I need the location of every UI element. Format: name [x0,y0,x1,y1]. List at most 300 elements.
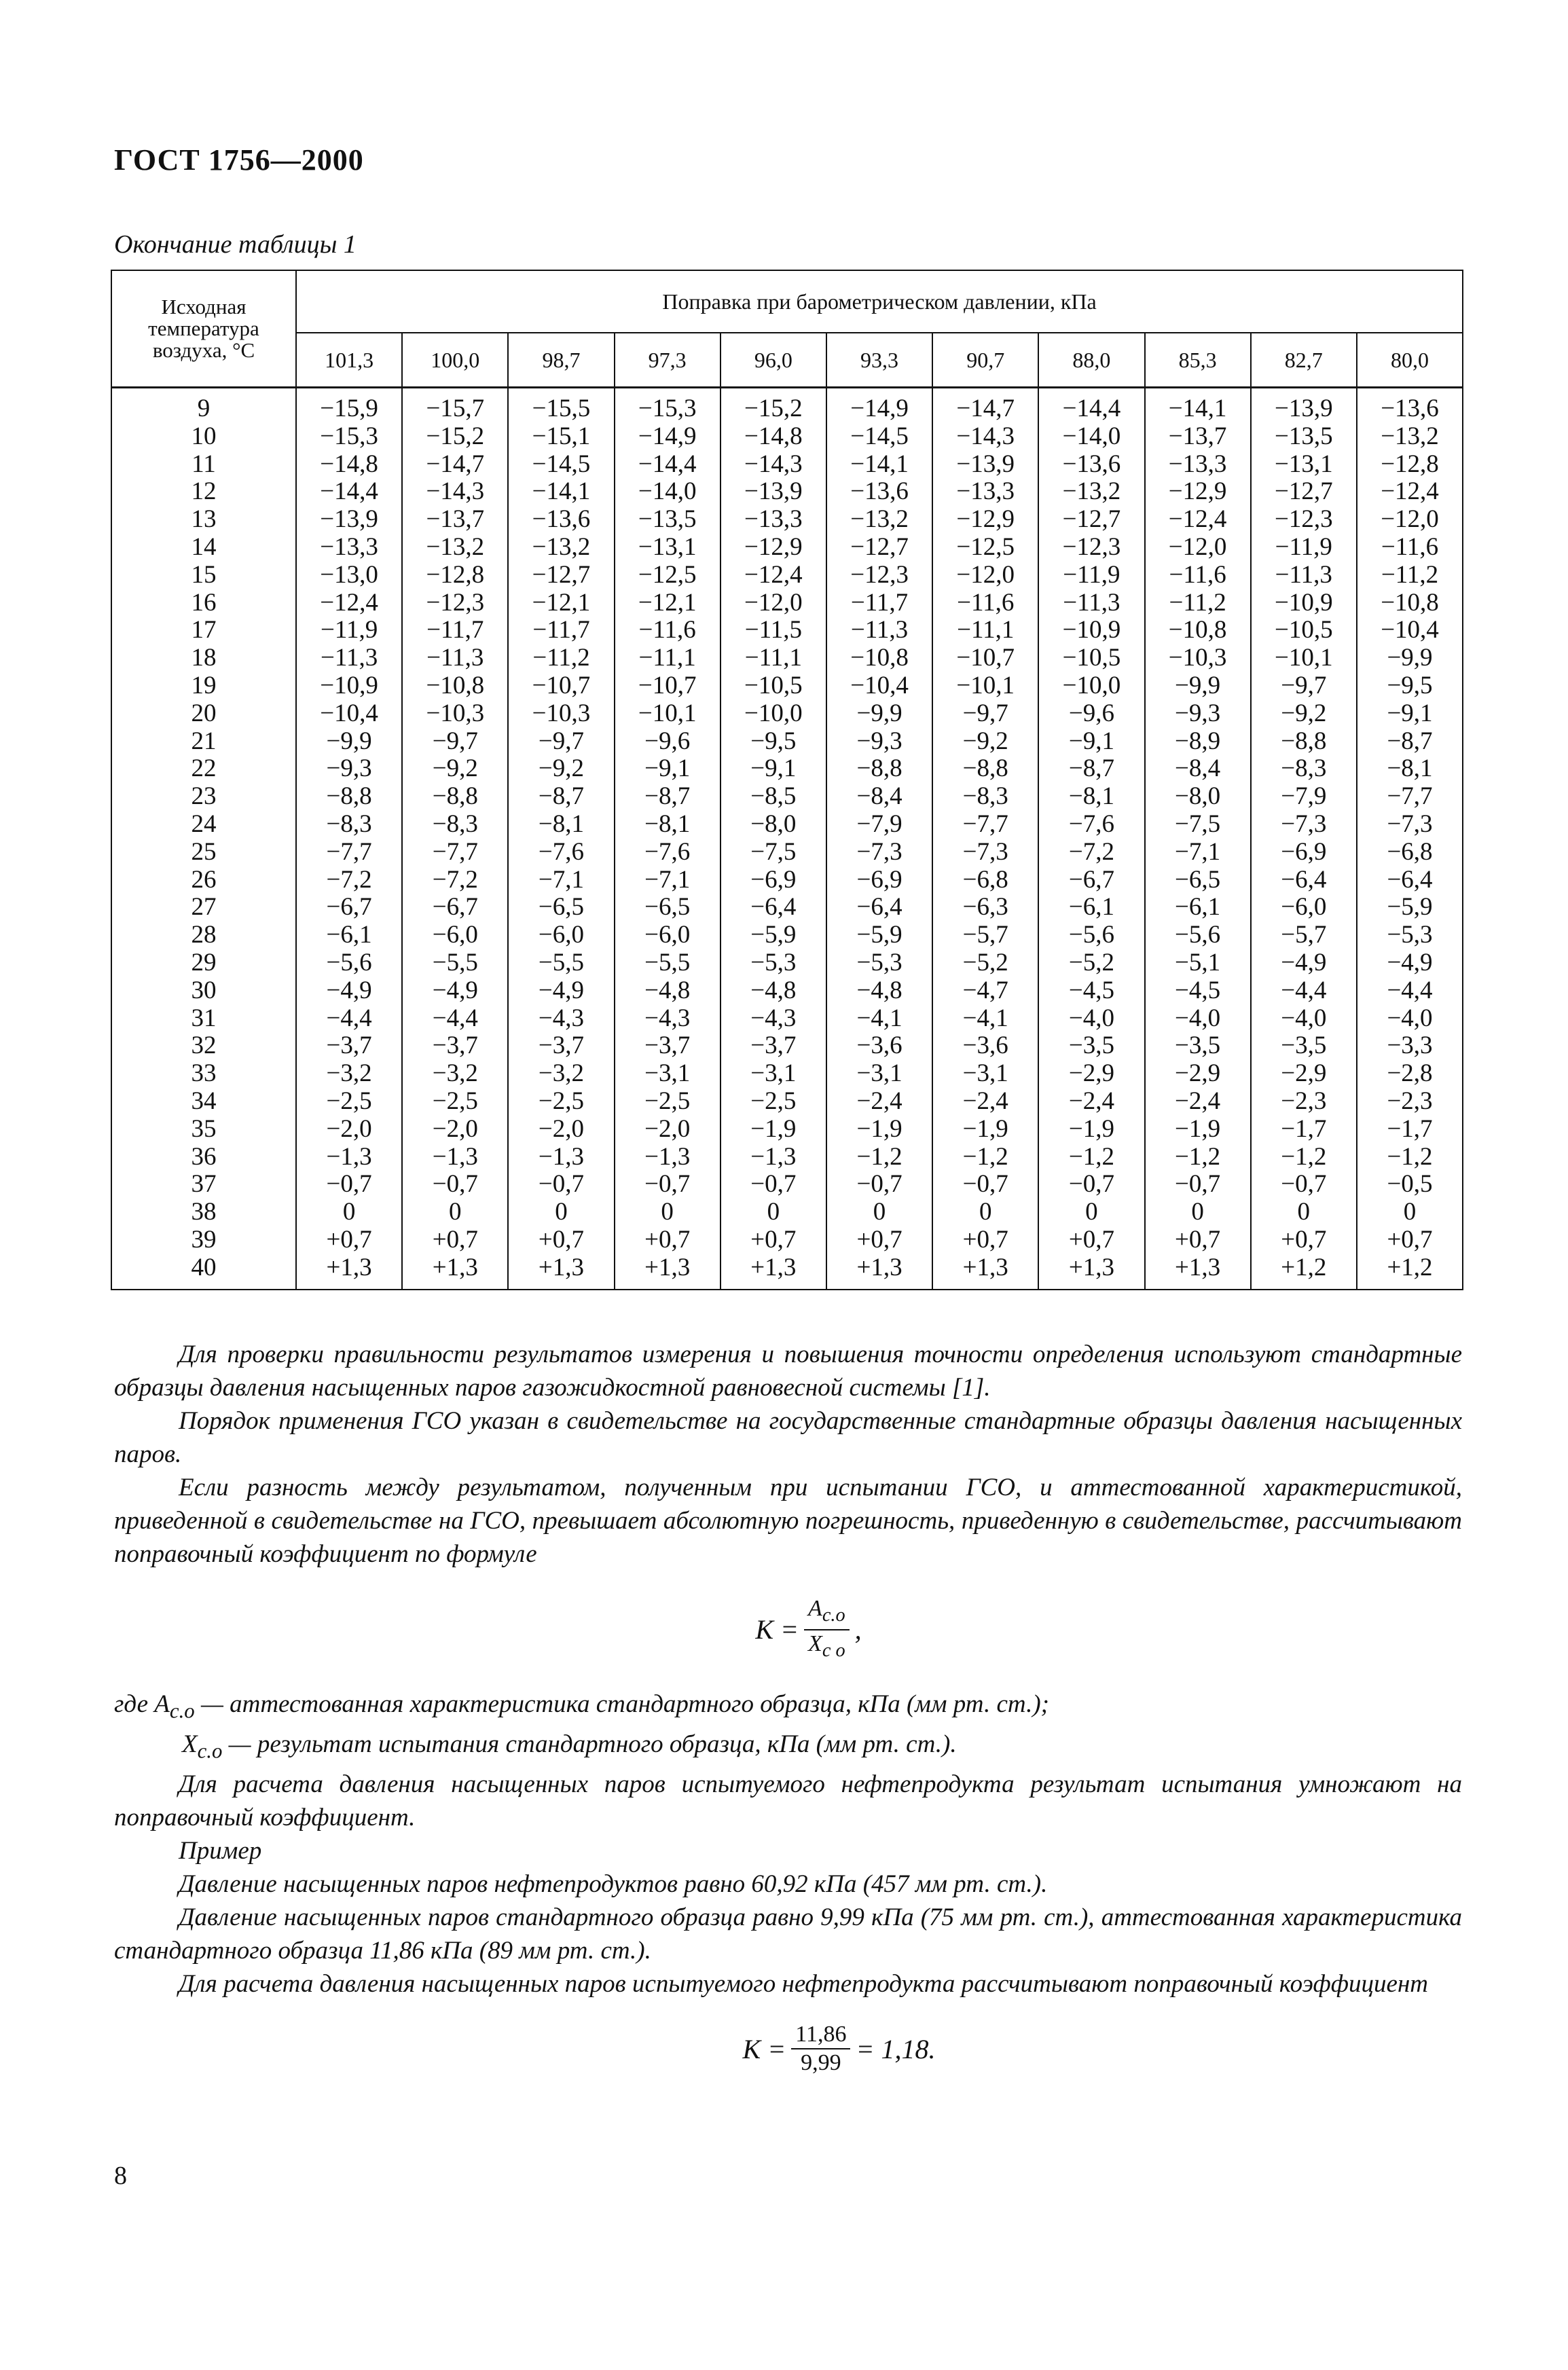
pressure-header-cell: 88,0 [1038,333,1144,388]
correction-cell: −4,3 [721,1005,826,1033]
temperature-cell: 25 [111,839,296,867]
correction-cell: −11,6 [932,589,1038,617]
correction-cell: −8,7 [1038,755,1144,783]
pressure-header-cell: 97,3 [615,333,721,388]
correction-cell: −14,3 [721,451,826,479]
correction-cell: −12,7 [508,562,614,589]
correction-cell: −4,9 [1251,949,1357,977]
temperature-cell: 12 [111,478,296,506]
table-row [111,562,1463,589]
correction-cell: −1,3 [296,1144,402,1171]
correction-cell: −6,8 [1357,839,1463,867]
correction-cell: −0,7 [296,1171,402,1199]
correction-cell: −1,9 [826,1116,932,1144]
correction-cell: −8,7 [615,783,721,811]
correction-cell: +0,7 [1357,1226,1463,1254]
correction-cell: −11,3 [826,617,932,644]
correction-cell: −8,7 [508,783,614,811]
correction-cell: −2,4 [826,1088,932,1116]
temperature-cell: 40 [111,1254,296,1290]
correction-cell: −4,7 [932,977,1038,1005]
correction-cell: −4,4 [402,1005,508,1033]
correction-cell: −3,7 [296,1032,402,1060]
temperature-cell: 10 [111,423,296,451]
correction-cell: −2,0 [296,1116,402,1144]
correction-cell: −7,7 [932,811,1038,839]
temperature-cell: 14 [111,534,296,562]
correction-cell: −1,2 [1145,1144,1251,1171]
stub-header: Исходная температура воздуха, °С [111,270,296,388]
correction-cell: −12,0 [932,562,1038,589]
correction-cell: −14,7 [402,451,508,479]
correction-cell: −4,5 [1145,977,1251,1005]
correction-cell: −8,8 [402,783,508,811]
correction-cell: −7,5 [1145,811,1251,839]
correction-cell: −5,3 [721,949,826,977]
temperature-cell: 39 [111,1226,296,1254]
correction-cell: −1,9 [1038,1116,1144,1144]
correction-cell: −6,1 [1145,894,1251,922]
correction-cell: −11,6 [1145,562,1251,589]
correction-cell: −7,7 [1357,783,1463,811]
correction-cell: +0,7 [615,1226,721,1254]
correction-cell: −7,1 [615,867,721,894]
correction-cell: −6,9 [721,867,826,894]
correction-cell: −4,1 [826,1005,932,1033]
correction-cell: −4,9 [296,977,402,1005]
correction-cell: −12,8 [402,562,508,589]
correction-cell: −1,7 [1357,1116,1463,1144]
correction-cell: 0 [721,1199,826,1226]
paragraph: Если разность между результатом, полученным при испытании ГСО, и аттестованной характеристикой, приведенной в свидетельстве на ГСО, превышает абсолютную погрешность, приведенную в свидетельстве, рассчитывают поправочный коэффициент по формуле [114,1474,1462,1568]
temperature-cell: 13 [111,506,296,534]
definition-a: где $A_{с.о}$ — аттестованная характеристика стандартного образца, кПа (мм рт. ст.); [114,1690,1049,1722]
correction-cell: −2,3 [1251,1088,1357,1116]
temperature-cell: 37 [111,1171,296,1199]
correction-cell: −7,3 [826,839,932,867]
correction-cell: +0,7 [402,1226,508,1254]
correction-cell: −8,3 [1251,755,1357,783]
correction-cell: −13,2 [508,534,614,562]
correction-cell: −4,4 [1357,977,1463,1005]
correction-cell: −9,9 [1145,672,1251,700]
correction-cell: −14,3 [932,423,1038,451]
correction-cell: −4,3 [615,1005,721,1033]
paragraph: Для проверки правильности результатов измерения и повышения точности определения используют стандартные образцы давления насыщенных паров газожидкостной равновесной системы [1]. [114,1341,1462,1402]
correction-cell: −5,6 [1145,922,1251,949]
correction-cell: −14,9 [826,388,932,423]
correction-cell: −8,4 [826,783,932,811]
correction-cell: −0,5 [1357,1171,1463,1199]
correction-cell: −4,4 [1251,977,1357,1005]
correction-cell: −15,3 [296,423,402,451]
correction-cell: −7,6 [615,839,721,867]
correction-cell: +1,3 [1038,1254,1144,1290]
correction-cell: +1,3 [296,1254,402,1290]
correction-cell: −10,3 [508,700,614,728]
correction-cell: −14,4 [1038,388,1144,423]
correction-cell: −0,7 [1038,1171,1144,1199]
correction-cell: −2,9 [1145,1060,1251,1088]
correction-cell: −9,2 [508,755,614,783]
correction-cell: −11,7 [402,617,508,644]
correction-cell: −8,4 [1145,755,1251,783]
table-body [111,388,1463,1290]
correction-cell: +0,7 [826,1226,932,1254]
temperature-cell: 16 [111,589,296,617]
correction-cell: −8,8 [826,755,932,783]
correction-cell: −7,7 [402,839,508,867]
correction-table [111,270,1463,1290]
correction-cell: −3,7 [721,1032,826,1060]
temperature-cell: 35 [111,1116,296,1144]
correction-cell: −1,9 [721,1116,826,1144]
correction-cell: −4,0 [1357,1005,1463,1033]
correction-cell: −10,7 [932,644,1038,672]
temperature-cell: 31 [111,1005,296,1033]
correction-cell: 0 [1357,1199,1463,1226]
pressure-header-cell: 82,7 [1251,333,1357,388]
correction-cell: −13,9 [1251,388,1357,423]
pressure-header-cell: 100,0 [402,333,508,388]
correction-cell: −6,5 [1145,867,1251,894]
correction-cell: −9,7 [508,728,614,756]
correction-cell: −6,4 [721,894,826,922]
correction-cell: −9,3 [1145,700,1251,728]
correction-cell: +1,3 [932,1254,1038,1290]
correction-cell: −3,7 [402,1032,508,1060]
table-row [111,1032,1463,1060]
correction-cell: −13,2 [402,534,508,562]
pressure-header-cell: 98,7 [508,333,614,388]
correction-cell: −4,8 [721,977,826,1005]
table-row [111,839,1463,867]
table-row [111,617,1463,644]
correction-cell: −6,4 [826,894,932,922]
correction-cell: +1,2 [1251,1254,1357,1290]
correction-cell: −9,3 [826,728,932,756]
pressure-header-cell: 93,3 [826,333,932,388]
correction-cell: +1,3 [402,1254,508,1290]
table-row [111,1060,1463,1088]
correction-cell: −11,2 [1357,562,1463,589]
correction-cell: −12,4 [721,562,826,589]
formula-lhs: K = [742,2033,786,2064]
correction-cell: −7,6 [1038,811,1144,839]
correction-cell: −3,3 [1357,1032,1463,1060]
correction-cell: −4,0 [1145,1005,1251,1033]
temperature-cell: 21 [111,728,296,756]
correction-cell: 0 [1038,1199,1144,1226]
correction-cell: −2,0 [615,1116,721,1144]
table-row [111,922,1463,949]
correction-cell: −11,3 [1038,589,1144,617]
correction-cell: −10,9 [1251,589,1357,617]
correction-cell: −0,7 [402,1171,508,1199]
correction-cell: −1,9 [1145,1116,1251,1144]
correction-cell: −11,9 [1251,534,1357,562]
correction-cell: −10,8 [402,672,508,700]
correction-cell: −3,5 [1038,1032,1144,1060]
temperature-cell: 36 [111,1144,296,1171]
correction-cell: −11,7 [508,617,614,644]
correction-cell: −10,5 [1038,644,1144,672]
correction-cell: −12,9 [932,506,1038,534]
fraction-numerator: 11,86 [791,2021,850,2049]
correction-cell: −15,3 [615,388,721,423]
correction-cell: −5,5 [615,949,721,977]
temperature-cell: 28 [111,922,296,949]
fraction-denominator: 9,99 [801,2050,841,2076]
correction-cell: −14,3 [402,478,508,506]
correction-cell: −9,9 [1357,644,1463,672]
correction-cell: −5,2 [932,949,1038,977]
correction-cell: +1,3 [508,1254,614,1290]
correction-cell: −13,2 [1357,423,1463,451]
correction-cell: −12,8 [1357,451,1463,479]
correction-cell: −1,2 [932,1144,1038,1171]
temperature-cell: 19 [111,672,296,700]
correction-cell: +1,3 [1145,1254,1251,1290]
correction-cell: −11,2 [1145,589,1251,617]
temperature-cell: 11 [111,451,296,479]
table-row [111,1199,1463,1226]
correction-cell: −8,3 [296,811,402,839]
correction-cell: −3,7 [508,1032,614,1060]
temperature-cell: 22 [111,755,296,783]
correction-cell: −3,5 [1145,1032,1251,1060]
correction-cell: −11,6 [1357,534,1463,562]
correction-cell: −8,1 [615,811,721,839]
correction-cell: −13,9 [721,478,826,506]
correction-cell: −11,3 [1251,562,1357,589]
correction-cell: −13,9 [296,506,402,534]
paragraph: Для расчета давления насыщенных паров испытуемого нефтепродукта результат испытания умножают на поправочный коэффициент. [114,1770,1462,1832]
correction-cell: −3,2 [402,1060,508,1088]
correction-cell: 0 [615,1199,721,1226]
correction-cell: −6,4 [1357,867,1463,894]
definition-x: $X_{с.о}$ — результат испытания стандартного образца, кПа (мм рт. ст.). [182,1730,957,1763]
table-row [111,811,1463,839]
correction-cell: −8,3 [932,783,1038,811]
temperature-cell: 38 [111,1199,296,1226]
correction-cell: −8,1 [508,811,614,839]
formula-example [114,2021,1462,2077]
correction-cell: −3,5 [1251,1032,1357,1060]
correction-cell: −1,2 [826,1144,932,1171]
correction-cell: −3,7 [615,1032,721,1060]
correction-cell: −8,9 [1145,728,1251,756]
correction-cell: −8,0 [1145,783,1251,811]
correction-cell: −9,2 [1251,700,1357,728]
correction-cell: +0,7 [296,1226,402,1254]
correction-cell: −12,7 [1038,506,1144,534]
correction-cell: 0 [932,1199,1038,1226]
paragraph: Давление насыщенных паров нефтепродуктов равно 60,92 кПа (457 мм рт. ст.). [179,1870,1048,1899]
correction-cell: −6,0 [508,922,614,949]
correction-cell: −10,8 [1357,589,1463,617]
correction-cell: −5,9 [721,922,826,949]
correction-cell: −3,6 [826,1032,932,1060]
correction-cell: −7,2 [1038,839,1144,867]
table-row [111,534,1463,562]
correction-cell: −3,6 [932,1032,1038,1060]
correction-cell: −2,9 [1251,1060,1357,1088]
correction-cell: −0,7 [826,1171,932,1199]
pressure-header-cell: 101,3 [296,333,402,388]
correction-cell: −8,1 [1357,755,1463,783]
correction-cell: −11,9 [296,617,402,644]
correction-cell: −9,9 [826,700,932,728]
correction-cell: −13,1 [615,534,721,562]
correction-cell: 0 [508,1199,614,1226]
formula-lhs: K = [755,1614,799,1645]
table-row [111,1254,1463,1290]
correction-cell: −13,2 [1038,478,1144,506]
temperature-cell: 29 [111,949,296,977]
correction-cell: −12,1 [508,589,614,617]
correction-cell: −10,7 [615,672,721,700]
correction-cell: −0,7 [932,1171,1038,1199]
correction-cell: −6,3 [932,894,1038,922]
correction-cell: −1,3 [402,1144,508,1171]
correction-cell: +1,3 [721,1254,826,1290]
correction-cell: −7,3 [1251,811,1357,839]
correction-cell: 0 [826,1199,932,1226]
correction-cell: −5,9 [826,922,932,949]
correction-cell: −11,7 [826,589,932,617]
correction-cell: −14,7 [932,388,1038,423]
table-row [111,1144,1463,1171]
correction-cell: −13,6 [1038,451,1144,479]
correction-cell: −5,5 [508,949,614,977]
correction-cell: −14,0 [1038,423,1144,451]
correction-cell: −14,1 [1145,388,1251,423]
correction-cell: −12,1 [615,589,721,617]
correction-cell: −9,3 [296,755,402,783]
correction-cell: −9,6 [615,728,721,756]
correction-cell: −14,1 [508,478,614,506]
correction-cell: −14,5 [826,423,932,451]
correction-cell: −8,7 [1357,728,1463,756]
correction-cell: −12,0 [1145,534,1251,562]
correction-cell: −7,7 [296,839,402,867]
pressure-header-row [111,333,1463,388]
correction-cell: −14,4 [296,478,402,506]
paragraph: Порядок применения ГСО указан в свидетельстве на государственные стандартные образцы давления насыщенных паров. [114,1407,1462,1468]
correction-cell: −9,7 [932,700,1038,728]
table-row [111,644,1463,672]
correction-cell: −7,9 [1251,783,1357,811]
correction-cell: −10,1 [932,672,1038,700]
temperature-cell: 15 [111,562,296,589]
correction-cell: −6,1 [296,922,402,949]
correction-cell: −4,9 [508,977,614,1005]
correction-cell: −9,1 [721,755,826,783]
correction-cell: −10,1 [615,700,721,728]
correction-cell: −2,3 [1357,1088,1463,1116]
correction-cell: +0,7 [1251,1226,1357,1254]
correction-cell: −10,9 [1038,617,1144,644]
correction-cell: −9,1 [1357,700,1463,728]
correction-cell: −0,7 [1145,1171,1251,1199]
correction-cell: −5,1 [1145,949,1251,977]
correction-cell: −9,7 [1251,672,1357,700]
correction-cell: −0,7 [721,1171,826,1199]
correction-cell: −11,1 [615,644,721,672]
correction-cell: −5,7 [1251,922,1357,949]
correction-cell: −4,4 [296,1005,402,1033]
correction-cell: +1,3 [615,1254,721,1290]
correction-cell: −1,9 [932,1116,1038,1144]
correction-cell: −7,6 [508,839,614,867]
correction-cell: −10,0 [721,700,826,728]
correction-cell: −10,8 [826,644,932,672]
correction-cell: −4,0 [1038,1005,1144,1033]
correction-cell: −3,1 [721,1060,826,1088]
correction-cell: −10,9 [296,672,402,700]
formula-coefficient [114,1595,1462,1664]
correction-cell: −3,1 [932,1060,1038,1088]
table-row [111,589,1463,617]
temperature-cell: 9 [111,388,296,423]
table-row [111,478,1463,506]
temperature-cell: 32 [111,1032,296,1060]
table-row [111,700,1463,728]
correction-cell: −2,5 [296,1088,402,1116]
correction-cell: −13,0 [296,562,402,589]
formula-tail: , [854,1614,862,1645]
correction-cell: −2,9 [1038,1060,1144,1088]
correction-cell: −13,6 [508,506,614,534]
correction-cell: +0,7 [508,1226,614,1254]
document-header: ГОСТ 1756—2000 [114,143,364,177]
correction-cell: −13,5 [615,506,721,534]
table-row [111,755,1463,783]
correction-cell: −5,5 [402,949,508,977]
table-row [111,728,1463,756]
correction-cell: −12,4 [1145,506,1251,534]
correction-cell: −6,7 [296,894,402,922]
correction-cell: −9,2 [932,728,1038,756]
correction-cell: −8,5 [721,783,826,811]
correction-cell: −2,5 [721,1088,826,1116]
correction-cell: −10,3 [402,700,508,728]
correction-cell: −6,0 [402,922,508,949]
correction-cell: −7,3 [1357,811,1463,839]
correction-cell: −11,5 [721,617,826,644]
correction-cell: −1,7 [1251,1116,1357,1144]
correction-cell: −0,7 [615,1171,721,1199]
correction-cell: −2,0 [402,1116,508,1144]
correction-cell: −3,2 [508,1060,614,1088]
correction-cell: −10,0 [1038,672,1144,700]
correction-cell: −12,3 [1038,534,1144,562]
correction-cell: −2,4 [932,1088,1038,1116]
correction-cell: −6,0 [1251,894,1357,922]
correction-cell: −12,5 [932,534,1038,562]
correction-cell: −8,8 [296,783,402,811]
correction-cell: −12,3 [826,562,932,589]
correction-cell: −1,2 [1357,1144,1463,1171]
table-row [111,451,1463,479]
correction-cell: −13,6 [826,478,932,506]
temperature-cell: 27 [111,894,296,922]
table-row [111,506,1463,534]
correction-cell: −10,3 [1145,644,1251,672]
correction-cell: −4,5 [1038,977,1144,1005]
correction-cell: −15,7 [402,388,508,423]
